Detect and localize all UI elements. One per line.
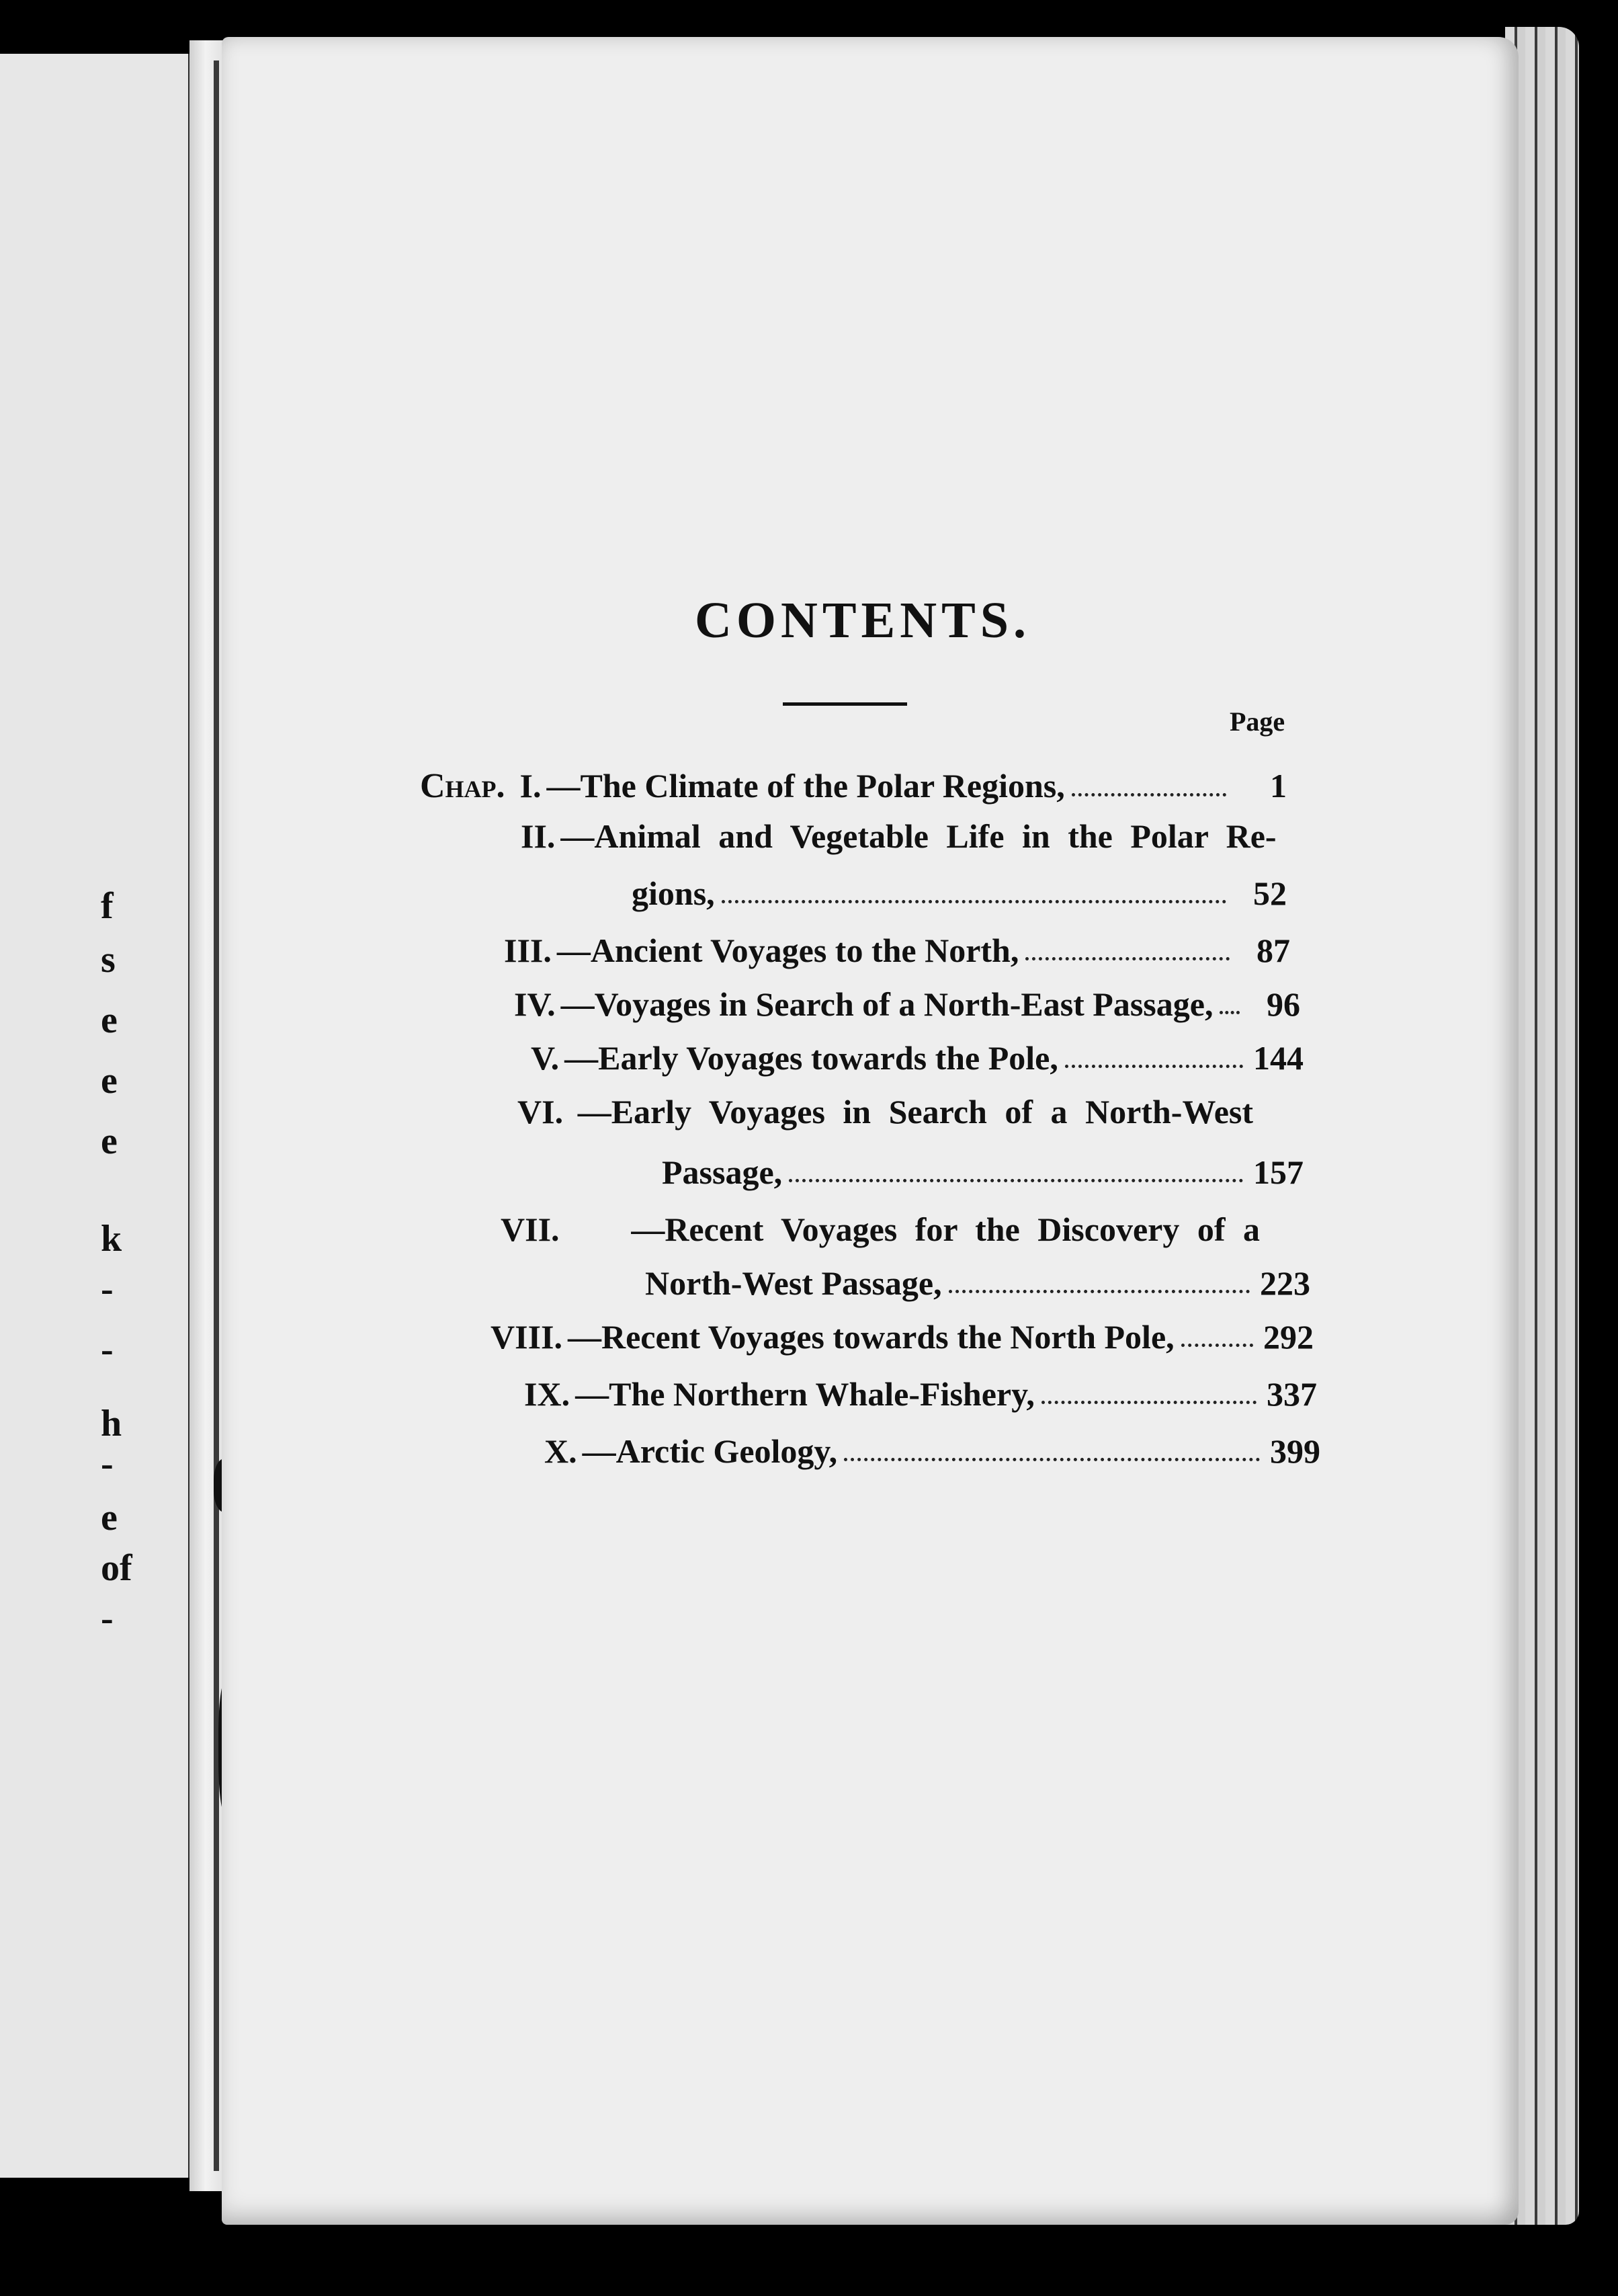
toc-entry — [531, 1038, 1304, 1077]
left-page-fragment: k — [101, 1218, 122, 1260]
previous-page-edge — [0, 54, 192, 2178]
page-number: 337 — [1267, 1375, 1317, 1413]
dot-leader — [1065, 1064, 1243, 1068]
page-number: 223 — [1260, 1264, 1310, 1302]
dot-leader — [1072, 792, 1226, 796]
dot-leader — [1181, 1343, 1253, 1347]
toc-entry — [517, 1092, 1253, 1131]
chapter-number: VI. — [517, 1093, 564, 1131]
toc-entry — [501, 1210, 1260, 1249]
dot-leader — [1041, 1400, 1257, 1404]
chapter-number: IX. — [524, 1375, 570, 1413]
toc-entry — [420, 766, 1287, 806]
chapter-title: —Ancient Voyages to the North, — [556, 932, 1019, 969]
chapter-title: —Recent Voyages towards the North Pole, — [567, 1318, 1175, 1356]
left-page-fragment: h — [101, 1403, 122, 1444]
dot-leader — [1025, 956, 1230, 960]
toc-entry — [662, 1153, 1304, 1192]
chapter-number: X. — [544, 1432, 577, 1470]
chapter-title: —Voyages in Search of a North-East Passage, — [560, 985, 1214, 1023]
left-page-fragment: e — [101, 1497, 118, 1539]
dot-leader — [949, 1289, 1250, 1293]
chapter-title: —Early Voyages in Search of a North-West — [577, 1093, 1253, 1131]
chapter-title: —The Climate of the Polar Regions, — [546, 767, 1065, 805]
page-number: 399 — [1270, 1432, 1320, 1470]
chapter-number: I. — [519, 767, 542, 805]
page-number: 1 — [1270, 767, 1287, 805]
left-page-fragment: - — [101, 1598, 114, 1639]
page-number: 292 — [1263, 1318, 1314, 1356]
chapter-title: —Animal and Vegetable Life in the Polar Re- — [560, 817, 1277, 855]
title-rule — [783, 702, 907, 706]
toc-entry — [504, 931, 1290, 970]
toc-entry — [521, 817, 1277, 856]
chapter-number: V. — [531, 1039, 560, 1077]
chapter-number: IV. — [514, 985, 556, 1023]
page-column-header: Page — [1230, 706, 1285, 737]
left-page-fragment: - — [101, 1329, 114, 1370]
page-title: CONTENTS. — [694, 592, 1031, 649]
page-number: 144 — [1253, 1039, 1304, 1077]
toc-entry — [491, 1317, 1314, 1356]
toc-entry — [645, 1264, 1310, 1303]
chapter-title: —Early Voyages towards the Pole, — [564, 1039, 1058, 1077]
chapter-number: VIII. — [491, 1318, 562, 1356]
chapter-title: Passage, — [662, 1153, 783, 1191]
left-page-fragment: - — [101, 1443, 114, 1485]
left-page-fragment: f — [101, 885, 114, 927]
chapter-number: II. — [521, 817, 556, 855]
dot-leader — [844, 1457, 1260, 1461]
chapter-title: North-West Passage, — [645, 1264, 942, 1302]
left-page-fragment: e — [101, 999, 118, 1041]
page-number: 157 — [1253, 1153, 1304, 1191]
chapter-title: gions, — [632, 874, 715, 912]
chapter-number: III. — [504, 932, 552, 969]
page-number: 87 — [1257, 932, 1290, 969]
left-page-fragment: of — [101, 1547, 132, 1589]
page-number: 96 — [1267, 985, 1300, 1023]
toc-entry — [524, 1375, 1317, 1413]
left-page-fragment: e — [101, 1120, 118, 1162]
dot-leader — [1220, 1010, 1240, 1014]
chapter-title: —Recent Voyages for the Discovery of a — [631, 1211, 1260, 1248]
chapter-label: Chap. — [420, 767, 505, 805]
dot-leader — [789, 1178, 1243, 1182]
chapter-title: —Arctic Geology, — [582, 1432, 838, 1470]
left-page-fragment: e — [101, 1060, 118, 1102]
left-page-fragment: - — [101, 1268, 114, 1310]
left-page-fragment: s — [101, 939, 116, 981]
dot-leader — [722, 899, 1226, 903]
page-number: 52 — [1253, 874, 1287, 912]
toc-entry — [514, 985, 1300, 1024]
toc-entry — [544, 1432, 1320, 1471]
toc-entry — [632, 874, 1287, 913]
chapter-number: VII. — [501, 1211, 560, 1248]
spine-crease — [214, 60, 219, 2171]
chapter-title: —The Northern Whale-Fishery, — [575, 1375, 1035, 1413]
